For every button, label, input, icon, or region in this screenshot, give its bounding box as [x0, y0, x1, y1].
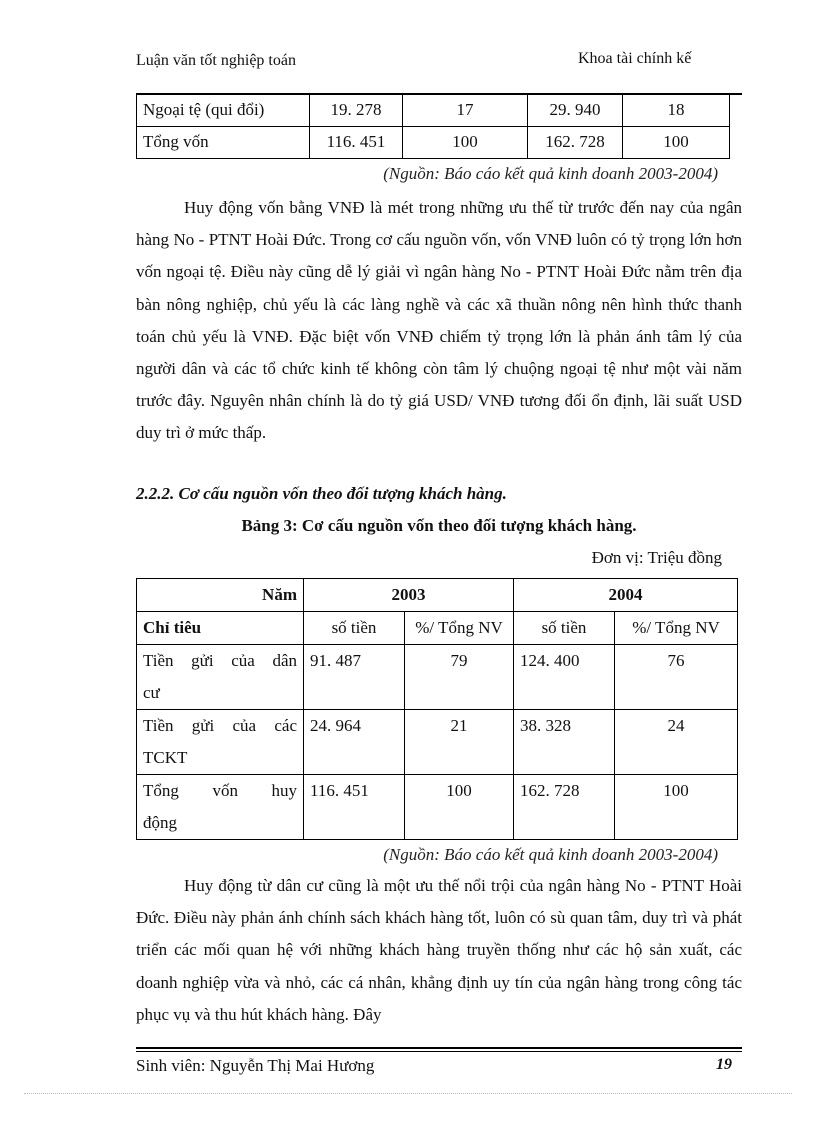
table-cell: 29. 940 — [528, 95, 623, 127]
table-cell: 24 — [615, 710, 738, 775]
table-cell: 17 — [403, 95, 528, 127]
header-year-2004: 2004 — [514, 579, 738, 612]
section-heading: 2.2.2. Cơ cấu nguồn vốn theo đối tượng khách hàng. — [136, 484, 507, 503]
col-percent-2004: %/ Tổng NV — [615, 612, 738, 645]
row-label-line1: Tổng vốn huy — [143, 781, 297, 800]
unit-label: Đơn vị: Triệu đồng — [591, 548, 722, 567]
table-row — [137, 710, 738, 775]
col-amount-2003: số tiền — [304, 612, 405, 645]
row-label-line2: TCKT — [143, 748, 188, 767]
header-right-title: Khoa tài chính kế — [578, 50, 692, 67]
row-label — [137, 645, 304, 710]
table-cell: 162. 728 — [528, 127, 623, 159]
table-cell: 38. 328 — [514, 710, 615, 775]
capital-currency-table — [136, 94, 730, 159]
table-cell: 100 — [623, 127, 730, 159]
table-cell: 79 — [405, 645, 514, 710]
table-cell: 24. 964 — [304, 710, 405, 775]
col-amount-2004: số tiền — [514, 612, 615, 645]
table-cell: 76 — [615, 645, 738, 710]
capital-by-customer-table — [136, 578, 738, 840]
table1-source-note: (Nguồn: Báo cáo kết quả kinh doanh 2003-2004) — [383, 164, 718, 183]
header-left-title: Luận văn tốt nghiệp toán — [136, 52, 296, 69]
row-label-line1: Tiền gửi của các — [143, 716, 297, 735]
paragraph-text: Huy động từ dân cư cũng là một ưu thế nổi trội của ngân hàng No - PTNT Hoài Đức. Điều này phản ánh chính sách khách hàng tốt, luôn có sù quan tâm, duy trì và phát triển các mối quan hệ với những khách hàng truyền thống như các hộ sản xuất, các doanh nghiệp vừa và nhỏ, các cá nhân, khẳng định uy tín của ngân hàng trong công tác phục vụ và thu hút khách hàng. Đây — [136, 876, 742, 1024]
row-label-line1: Tiền gửi của dân — [143, 651, 297, 670]
header-year-2003: 2003 — [304, 579, 514, 612]
footer-rule-thin — [136, 1051, 742, 1052]
table-cell: 116. 451 — [304, 775, 405, 840]
table2-source-note: (Nguồn: Báo cáo kết quả kinh doanh 2003-2004) — [383, 845, 718, 864]
table-cell: 91. 487 — [304, 645, 405, 710]
table-row — [137, 775, 738, 840]
page-edge-divider — [24, 1093, 792, 1094]
col-percent-2003: %/ Tổng NV — [405, 612, 514, 645]
paragraph-text: Huy động vốn bằng VNĐ là mét trong những ưu thế từ trước đến nay của ngân hàng No - PTNT Hoài Đức. Trong cơ cấu nguồn vốn, vốn VNĐ luôn có tỷ trọng lớn hơn vốn ngoại tệ. Điều này cũng dễ lý giải vì ngân hàng No - PTNT Hoài Đức nằm trên địa bàn nông nghiệp, chủ yếu là các làng nghề và các xã thuần nông nên hình thức thanh toán chủ yếu là VNĐ. Đặc biệt vốn VNĐ chiếm tỷ trọng lớn là phản ánh tâm lý của người dân và các tổ chức kinh tế không còn tâm lý chuộng ngoại tệ như một vài năm trước đây. Nguyên nhân chính là do tỷ giá USD/ VNĐ tương đối ổn định, lãi suất USD duy trì ở mức thấp. — [136, 198, 742, 443]
table-cell: Ngoại tệ (qui đổi) — [137, 95, 310, 127]
table-cell: 162. 728 — [514, 775, 615, 840]
table-cell: 18 — [623, 95, 730, 127]
row-label-line2: cư — [143, 683, 160, 702]
table-cell: 124. 400 — [514, 645, 615, 710]
row-label — [137, 775, 304, 840]
table-cell: 19. 278 — [310, 95, 403, 127]
footer-rule — [136, 1047, 742, 1049]
table-row — [137, 645, 738, 710]
table-cell: Tổng vốn — [137, 127, 310, 159]
page-number: 19 — [716, 1056, 732, 1073]
header-indicator-label: Chỉ tiêu — [137, 612, 304, 645]
table-cell: 21 — [405, 710, 514, 775]
table-cell: 116. 451 — [310, 127, 403, 159]
table-row — [137, 95, 730, 127]
table-header-row — [137, 612, 738, 645]
table-cell: 100 — [403, 127, 528, 159]
paragraph-vnd-capital — [136, 192, 742, 450]
table-caption: Bảng 3: Cơ cấu nguồn vốn theo đối tượng khách hàng. — [241, 516, 637, 535]
paragraph-residents — [136, 870, 742, 1031]
footer-student: Sinh viên: Nguyễn Thị Mai Hương — [136, 1056, 375, 1075]
row-label-line2: động — [143, 813, 177, 832]
row-label — [137, 710, 304, 775]
table-header-row — [137, 579, 738, 612]
header-year-label: Năm — [137, 579, 304, 612]
table-row — [137, 127, 730, 159]
table-cell: 100 — [405, 775, 514, 840]
table-cell: 100 — [615, 775, 738, 840]
